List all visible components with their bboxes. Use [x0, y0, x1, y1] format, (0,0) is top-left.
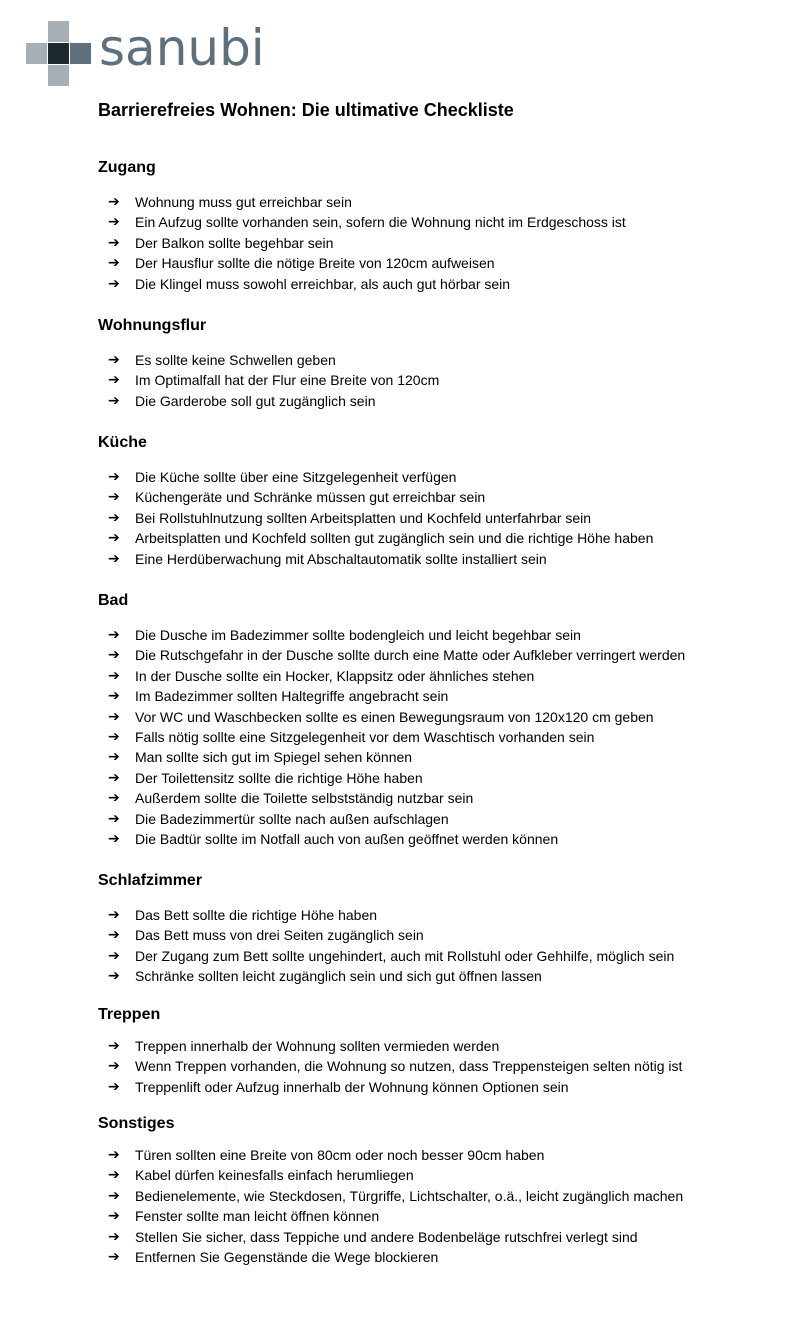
- list-item-text: Vor WC und Waschbecken sollte es einen Bewegungsraum von 120x120 cm geben: [135, 708, 654, 725]
- list-item-text: Das Bett muss von drei Seiten zugänglich sein: [135, 927, 424, 944]
- list-item: [98, 528, 778, 548]
- list-item: [98, 391, 778, 411]
- list-item-text: Stellen Sie sicher, dass Teppiche und andere Bodenbeläge rutschfrei verlegt sind: [135, 1228, 638, 1245]
- section-wohnungsflur: [98, 316, 778, 411]
- list-item-text: Im Optimalfall hat der Flur eine Breite von 120cm: [135, 372, 440, 389]
- section-heading: Bad: [98, 592, 129, 609]
- right-arrow-icon: ➔: [108, 830, 120, 847]
- list-item-text: Die Dusche im Badezimmer sollte bodengleich und leicht begehbar sein: [135, 627, 581, 643]
- right-arrow-icon: ➔: [108, 647, 120, 664]
- right-arrow-icon: ➔: [108, 1167, 120, 1184]
- list-item-text: Der Hausflur sollte die nötige Breite von 120cm aufweisen: [135, 255, 495, 272]
- right-arrow-icon: ➔: [108, 927, 120, 944]
- list-item-text: Türen sollten eine Breite von 80cm oder noch besser 90cm haben: [135, 1147, 545, 1163]
- list-item-text: Ein Aufzug sollte vorhanden sein, sofern die Wohnung nicht im Erdgeschoss ist: [135, 214, 626, 231]
- list-item-text: Im Badezimmer sollten Haltegriffe angebracht sein: [135, 688, 449, 705]
- list-item-text: Die Badtür sollte im Notfall auch von außen geöffnet werden können: [135, 830, 559, 847]
- checklist-items: [98, 467, 778, 569]
- list-item-text: Treppenlift oder Aufzug innerhalb der Wohnung können Optionen sein: [135, 1078, 569, 1095]
- right-arrow-icon: ➔: [108, 769, 120, 786]
- right-arrow-icon: ➔: [108, 1058, 120, 1075]
- section-heading: Zugang: [98, 159, 156, 176]
- right-arrow-icon: ➔: [108, 749, 120, 766]
- list-item-text: Falls nötig sollte eine Sitzgelegenheit vor dem Waschtisch vorhanden sein: [135, 728, 595, 745]
- document-title: Barrierefreies Wohnen: Die ultimative Checkliste: [98, 100, 514, 120]
- list-item-text: Küchengeräte und Schränke müssen gut erreichbar sein: [135, 489, 486, 506]
- right-arrow-icon: ➔: [108, 1038, 120, 1054]
- brand-name: sanubi: [99, 19, 265, 77]
- checklist-items: [98, 350, 778, 411]
- list-item-text: Wenn Treppen vorhanden, die Wohnung so nutzen, dass Treppensteigen selten nötig ist: [135, 1058, 683, 1075]
- list-item: [98, 549, 778, 569]
- right-arrow-icon: ➔: [108, 194, 120, 210]
- list-item: [98, 1227, 778, 1247]
- list-item: [98, 1247, 778, 1267]
- list-item: [98, 747, 778, 767]
- right-arrow-icon: ➔: [108, 667, 120, 684]
- checklist-items: [98, 905, 778, 987]
- list-item: [98, 1165, 778, 1185]
- section-sonstiges: [98, 1114, 778, 1267]
- right-arrow-icon: ➔: [108, 1228, 120, 1245]
- right-arrow-icon: ➔: [108, 234, 120, 251]
- list-item: [98, 727, 778, 747]
- right-arrow-icon: ➔: [108, 352, 120, 368]
- section-heading: Treppen: [98, 1006, 161, 1023]
- list-item: [98, 487, 778, 507]
- section-schlafzimmer: [98, 871, 778, 987]
- right-arrow-icon: ➔: [108, 214, 120, 231]
- list-item: [98, 707, 778, 727]
- list-item: [98, 666, 778, 686]
- list-item: [98, 788, 778, 808]
- checklist-items: [98, 1036, 778, 1097]
- list-item: [98, 508, 778, 528]
- list-item: [98, 645, 778, 665]
- section-küche: [98, 433, 778, 569]
- list-item-text: Der Balkon sollte begehbar sein: [135, 234, 334, 251]
- list-item-text: Entfernen Sie Gegenstände die Wege blockieren: [135, 1248, 439, 1265]
- checklist-items: [98, 625, 778, 849]
- list-item: [98, 233, 778, 253]
- list-item: [98, 625, 778, 645]
- right-arrow-icon: ➔: [108, 469, 120, 485]
- list-item-text: Bedienelemente, wie Steckdosen, Türgriffe, Lichtschalter, o.ä., leicht zugänglich machen: [135, 1187, 684, 1204]
- list-item-text: In der Dusche sollte ein Hocker, Klappsitz oder ähnliches stehen: [135, 667, 535, 684]
- list-item-text: Bei Rollstuhlnutzung sollten Arbeitsplatten und Kochfeld unterfahrbar sein: [135, 509, 592, 526]
- brand-logo: [26, 21, 265, 87]
- list-item-text: Der Toilettensitz sollte die richtige Höhe haben: [135, 769, 423, 786]
- list-item: [98, 1077, 778, 1097]
- checklist-items: [98, 1145, 778, 1267]
- list-item: [98, 192, 778, 212]
- list-item-text: Fenster sollte man leicht öffnen können: [135, 1208, 380, 1225]
- list-item-text: Treppen innerhalb der Wohnung sollten vermieden werden: [135, 1038, 500, 1054]
- right-arrow-icon: ➔: [108, 708, 120, 725]
- list-item: [98, 925, 778, 945]
- list-item: [98, 253, 778, 273]
- right-arrow-icon: ➔: [108, 947, 120, 964]
- right-arrow-icon: ➔: [108, 530, 120, 547]
- right-arrow-icon: ➔: [108, 489, 120, 506]
- list-item-text: Die Rutschgefahr in der Dusche sollte durch eine Matte oder Aufkleber verringert werden: [135, 647, 686, 664]
- list-item: [98, 686, 778, 706]
- list-item-text: Die Küche sollte über eine Sitzgelegenheit verfügen: [135, 469, 457, 485]
- section-heading: Wohnungsflur: [98, 317, 207, 334]
- right-arrow-icon: ➔: [108, 1147, 120, 1163]
- right-arrow-icon: ➔: [108, 1187, 120, 1204]
- right-arrow-icon: ➔: [108, 509, 120, 526]
- list-item: [98, 905, 778, 925]
- list-item: [98, 274, 778, 294]
- list-item: [98, 212, 778, 232]
- section-bad: [98, 591, 778, 849]
- right-arrow-icon: ➔: [108, 1208, 120, 1225]
- list-item: [98, 350, 778, 370]
- list-item-text: Die Klingel muss sowohl erreichbar, als auch gut hörbar sein: [135, 275, 511, 292]
- list-item-text: Die Badezimmertür sollte nach außen aufschlagen: [135, 810, 449, 827]
- right-arrow-icon: ➔: [108, 688, 120, 705]
- section-heading: Schlafzimmer: [98, 872, 203, 889]
- list-item: [98, 1145, 778, 1165]
- list-item: [98, 1056, 778, 1076]
- list-item-text: Wohnung muss gut erreichbar sein: [135, 194, 352, 210]
- right-arrow-icon: ➔: [108, 372, 120, 389]
- right-arrow-icon: ➔: [108, 1078, 120, 1095]
- list-item: [98, 768, 778, 788]
- right-arrow-icon: ➔: [108, 255, 120, 272]
- right-arrow-icon: ➔: [108, 907, 120, 923]
- list-item-text: Das Bett sollte die richtige Höhe haben: [135, 907, 378, 923]
- right-arrow-icon: ➔: [108, 1248, 120, 1265]
- list-item: [98, 1036, 778, 1056]
- list-item-text: Man sollte sich gut im Spiegel sehen können: [135, 749, 413, 766]
- right-arrow-icon: ➔: [108, 550, 120, 567]
- right-arrow-icon: ➔: [108, 728, 120, 745]
- right-arrow-icon: ➔: [108, 810, 120, 827]
- sanubi-logo-mark-icon: [26, 21, 92, 87]
- right-arrow-icon: ➔: [108, 392, 120, 409]
- right-arrow-icon: ➔: [108, 968, 120, 985]
- list-item: [98, 370, 778, 390]
- list-item: [98, 1186, 778, 1206]
- section-heading: Sonstiges: [98, 1115, 175, 1132]
- list-item: [98, 829, 778, 849]
- list-item: [98, 1206, 778, 1226]
- list-item: [98, 809, 778, 829]
- section-zugang: [98, 158, 778, 294]
- list-item: [98, 966, 778, 986]
- list-item-text: Außerdem sollte die Toilette selbstständig nutzbar sein: [135, 790, 474, 807]
- right-arrow-icon: ➔: [108, 275, 120, 292]
- list-item-text: Die Garderobe soll gut zugänglich sein: [135, 392, 376, 409]
- list-item-text: Schränke sollten leicht zugänglich sein und sich gut öffnen lassen: [135, 968, 542, 985]
- checklist-items: [98, 192, 778, 294]
- section-heading: Küche: [98, 434, 147, 451]
- list-item: [98, 467, 778, 487]
- list-item-text: Arbeitsplatten und Kochfeld sollten gut zugänglich sein und die richtige Höhe haben: [135, 530, 654, 547]
- list-item-text: Es sollte keine Schwellen geben: [135, 352, 336, 368]
- section-treppen: [98, 1005, 778, 1097]
- list-item: [98, 946, 778, 966]
- right-arrow-icon: ➔: [108, 627, 120, 643]
- list-item-text: Kabel dürfen keinesfalls einfach herumliegen: [135, 1167, 414, 1184]
- list-item-text: Der Zugang zum Bett sollte ungehindert, auch mit Rollstuhl oder Gehhilfe, möglich sein: [135, 947, 675, 964]
- list-item-text: Eine Herdüberwachung mit Abschaltautomatik sollte installiert sein: [135, 550, 547, 567]
- right-arrow-icon: ➔: [108, 790, 120, 807]
